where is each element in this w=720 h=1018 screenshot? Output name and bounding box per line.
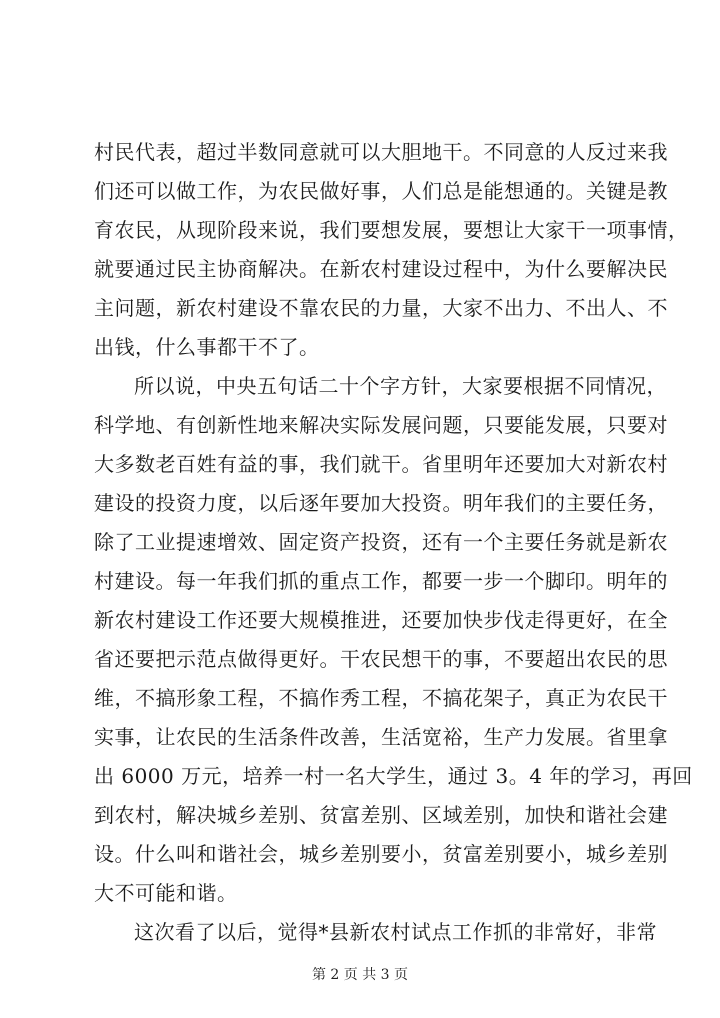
text-line: 除了工业提速增效、固定资产投资，还有一个主要任务就是新农 — [94, 530, 668, 554]
text-line: 出钱，什么事都干不了。 — [94, 335, 320, 359]
text-line: 建设的投资力度，以后逐年要加大投资。明年我们的主要任务， — [94, 491, 668, 515]
text-line: 这次看了以后，觉得*县新农村试点工作抓的非常好，非常 — [134, 920, 657, 944]
text-line: 就要通过民主协商解决。在新农村建设过程中，为什么要解决民 — [94, 257, 668, 281]
text-line: 到农村，解决城乡差别、贫富差别、区域差别，加快和谐社会建 — [94, 803, 668, 827]
text-line: 村建设。每一年我们抓的重点工作，都要一步一个脚印。明年的 — [94, 569, 668, 593]
text-line: 科学地、有创新性地来解决实际发展问题，只要能发展，只要对 — [94, 413, 668, 437]
text-line: 大不可能和谐。 — [94, 881, 238, 905]
text-line: 主问题，新农村建设不靠农民的力量，大家不出力、不出人、不 — [94, 296, 668, 320]
text-line: 设。什么叫和谐社会，城乡差别要小，贫富差别要小，城乡差别 — [94, 842, 668, 866]
page-number: 第 2 页 共 3 页 — [311, 967, 409, 983]
text-line: 实事，让农民的生活条件改善，生活宽裕，生产力发展。省里拿 — [94, 725, 668, 749]
text-line: 维，不搞形象工程，不搞作秀工程，不搞花架子，真正为农民干 — [94, 686, 668, 710]
text-line: 们还可以做工作，为农民做好事，人们总是能想通的。关键是教 — [94, 179, 668, 203]
text-line: 育农民，从现阶段来说，我们要想发展，要想让大家干一项事情， — [94, 218, 689, 242]
text-line: 出 6000 万元，培养一村一名大学生，通过 3。4 年的学习，再回 — [94, 764, 693, 788]
text-line: 大多数老百姓有益的事，我们就干。省里明年还要加大对新农村 — [94, 452, 668, 476]
text-line: 新农村建设工作还要大规模推进，还要加快步伐走得更好，在全 — [94, 608, 668, 632]
text-line: 省还要把示范点做得更好。干农民想干的事，不要超出农民的思 — [94, 647, 668, 671]
text-line: 村民代表，超过半数同意就可以大胆地干。不同意的人反过来我 — [94, 140, 668, 164]
text-line: 所以说，中央五句话二十个字方针，大家要根据不同情况， — [134, 374, 667, 398]
